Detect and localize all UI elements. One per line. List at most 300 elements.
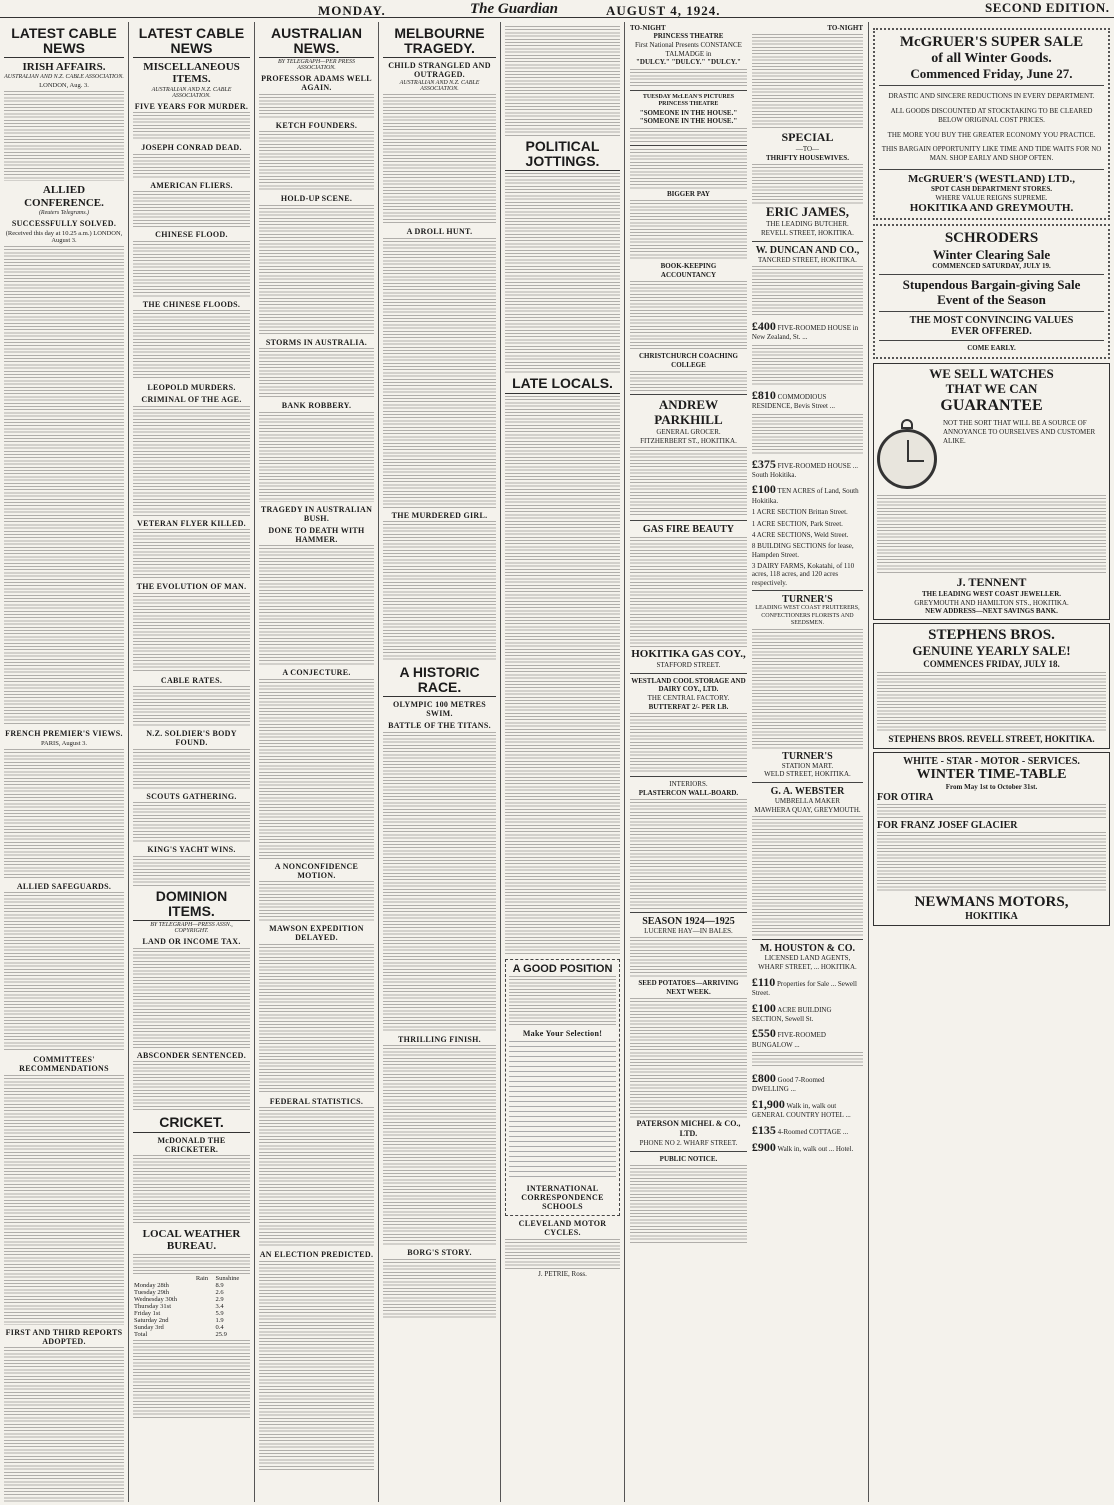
ad-text xyxy=(752,345,863,385)
ad-text xyxy=(877,804,1106,818)
subheading: ABSCONDER SENTENCED. xyxy=(136,1050,247,1060)
subheading: STORMS IN AUSTRALIA. xyxy=(265,337,368,347)
column-heading: MELBOURNE TRAGEDY. xyxy=(383,24,496,58)
stephens-name: STEPHENS BROS. xyxy=(928,627,1055,644)
accountancy: ACCOUNTANCY xyxy=(660,270,716,279)
weather-row xyxy=(133,1303,250,1310)
schroders-line1: Stupendous Bargain-giving Sale xyxy=(902,277,1081,293)
subheading: JOSEPH CONRAD DEAD. xyxy=(141,143,242,153)
agency-line: AUSTRALIAN AND N.Z. CABLE ASSOCIATION. xyxy=(4,74,124,81)
subheading: BANK ROBBERY. xyxy=(281,401,352,411)
article-text xyxy=(133,112,250,140)
mcgruer-body2: ALL GOODS DISCOUNTED AT STOCKTAKING TO BE CLEARED BELOW ORIGINAL COST PRICES. xyxy=(890,107,1093,124)
pictures-show: "SOMEONE IN THE HOUSE." "SOMEONE IN THE HOUSE." xyxy=(639,108,738,126)
article-text xyxy=(259,944,374,1094)
masthead-date: AUGUST 4, 1924. xyxy=(606,3,721,18)
listing-text: Properties for Sale ... Sewell Street. xyxy=(751,979,857,998)
listing xyxy=(752,1097,863,1120)
weather-rain xyxy=(195,1303,215,1310)
weather-sun: 1.9 xyxy=(215,1317,224,1325)
subheading: TRAGEDY IN AUSTRALIAN BUSH. xyxy=(260,504,373,523)
schroders-date: COMMENCED SATURDAY, JULY 19. xyxy=(932,262,1051,271)
theatre-show: "DULCY." "DULCY." "DULCY." xyxy=(636,58,741,67)
subheading: CHILD STRANGLED AND OUTRAGED. xyxy=(388,61,491,80)
weather-day: Saturday 2nd xyxy=(134,1317,169,1325)
tennent-address: GREYMOUTH AND HAMILTON STS., HOKITIKA. xyxy=(914,598,1069,607)
tennent-name: J. TENNENT xyxy=(956,575,1027,590)
theatre-banner xyxy=(630,24,747,32)
article-text xyxy=(133,1340,250,1420)
article-text xyxy=(505,173,620,373)
winter-timetable: WINTER TIME-TABLE xyxy=(916,766,1067,782)
stephens-footer: STEPHENS BROS. REVELL STREET, HOKITIKA. xyxy=(888,733,1095,744)
ad-text xyxy=(630,281,747,351)
subheading: FRENCH PREMIER'S VIEWS. xyxy=(5,728,123,738)
article-text xyxy=(133,593,250,673)
watches-line1: WE SELL WATCHES xyxy=(929,365,1054,381)
mcgruer-line2: of all Winter Goods. xyxy=(931,51,1052,67)
dateline: (Received this day at 10.25 a.m.) LONDON, August 3. xyxy=(5,229,123,244)
article-text xyxy=(133,749,250,789)
article-text xyxy=(4,246,124,726)
ad-text xyxy=(630,1165,747,1245)
dateline: LONDON, Aug. 3. xyxy=(39,82,89,90)
paterson-address: PHONE NO 2. WHARF STREET. xyxy=(639,1139,738,1148)
correspondence-coupon xyxy=(505,959,620,1217)
subheading: SUCCESSFULLY SOLVED. xyxy=(11,218,117,228)
ad-text xyxy=(630,998,747,1118)
subheading: LEOPOLD MURDERS. xyxy=(147,383,236,393)
subheading: FEDERAL STATISTICS. xyxy=(269,1096,364,1106)
ads-right xyxy=(752,24,863,1502)
weather-sun: 5.9 xyxy=(215,1310,224,1318)
article-text xyxy=(259,1261,374,1471)
weather-day: Thursday 31st xyxy=(134,1303,172,1311)
ad-text xyxy=(752,266,863,316)
listing-text: Walk in, walk out GENERAL COUNTRY HOTEL ... xyxy=(751,1101,851,1120)
weather-row xyxy=(133,1324,250,1331)
glacier-heading: FOR FRANZ JOSEF GLACIER xyxy=(877,819,1018,831)
mcgruer-ltd: McGRUER'S (WESTLAND) LTD., xyxy=(907,172,1076,185)
theatre-tonight-right: TO-NIGHT xyxy=(827,24,863,32)
turner-mart: STATION MART. xyxy=(781,761,834,770)
pocket-watch-icon xyxy=(877,419,937,493)
theatre-banner-right xyxy=(752,24,863,32)
section-listing: 8 BUILDING SECTIONS for lease, Hampden Street. xyxy=(751,542,854,559)
thrifty-housewives: THRIFTY HOUSEWIVES. xyxy=(765,153,849,162)
listing-text: TEN ACRES of Land, South Hokitika. xyxy=(751,487,859,505)
subheading: KING'S YACHT WINS. xyxy=(147,845,236,855)
weather-day: Wednesday 30th xyxy=(134,1296,177,1304)
weather-rain xyxy=(195,1324,215,1331)
article-text xyxy=(383,94,496,224)
gas-company: HOKITIKA GAS COY., xyxy=(631,648,746,661)
listing xyxy=(752,1071,863,1094)
subheading: A CONJECTURE. xyxy=(282,668,351,678)
column-miscellaneous xyxy=(128,22,254,1502)
watches-line2: THAT WE CAN xyxy=(945,380,1038,396)
weather-sun: 25.9 xyxy=(215,1331,227,1339)
article-text xyxy=(259,881,374,921)
schroders-sale: Winter Clearing Sale xyxy=(932,246,1051,262)
article-text xyxy=(133,1254,250,1274)
subheading: AN ELECTION PREDICTED. xyxy=(259,1250,374,1260)
article-text xyxy=(4,91,124,181)
listing-text: FIVE-ROOMED BUNGALOW ... xyxy=(751,1031,826,1049)
coupon-footer: INTERNATIONAL CORRESPONDENCE SCHOOLS xyxy=(521,1184,604,1212)
coupon-subheading: Make Your Selection! xyxy=(522,1029,603,1039)
ad-text xyxy=(752,1052,863,1068)
stephens-ad xyxy=(873,623,1110,749)
weather-rain xyxy=(195,1289,215,1296)
cycle-ad-agent: J. PETRIE, Ross. xyxy=(538,1270,587,1279)
listing-price: £800 xyxy=(751,1071,776,1086)
article-text xyxy=(133,406,250,516)
eric-james: ERIC JAMES, xyxy=(765,204,849,220)
ad-text xyxy=(630,371,747,391)
newmans-location: HOKITIKA xyxy=(965,910,1018,922)
ad-text xyxy=(630,447,747,517)
coupon-text xyxy=(509,976,616,1026)
column-heading: LATEST CABLE NEWS xyxy=(4,24,124,58)
article-text xyxy=(133,856,250,886)
subheading: THE MURDERED GIRL. xyxy=(391,510,488,520)
weather-day: Friday 1st xyxy=(134,1310,161,1318)
special-to: —TO— xyxy=(795,144,820,153)
subheading: A DROLL HUNT. xyxy=(406,227,473,237)
subheading: FIVE YEARS FOR MURDER. xyxy=(134,101,249,111)
subheading: N.Z. SOLDIER'S BODY FOUND. xyxy=(146,729,237,748)
ad-text xyxy=(752,164,863,204)
listing-text: ACRE BUILDING SECTION, Sewell St. xyxy=(751,1005,832,1023)
otira-heading: FOR OTIRA xyxy=(877,791,934,803)
ad-text xyxy=(630,128,747,142)
weather-sun: 3.4 xyxy=(215,1303,224,1311)
listing-price: £900 xyxy=(751,1140,776,1155)
weather-total-label: Total xyxy=(134,1331,148,1339)
turner-box: TURNER'S xyxy=(782,750,833,762)
subheading: CHINESE FLOOD. xyxy=(155,230,228,240)
coupon-title: A GOOD POSITION xyxy=(512,962,613,975)
mcgruer-body3: THE MORE YOU BUY THE GREATER ECONOMY YOU PRACTICE. xyxy=(887,130,1096,139)
agency-line: (Reuters Telegrams.) xyxy=(38,209,90,216)
subheading: FIRST AND THIRD REPORTS ADOPTED. xyxy=(5,1327,123,1346)
subheading: BATTLE OF THE TITANS. xyxy=(388,721,491,731)
article-text xyxy=(133,241,250,297)
schroders-line4: EVER OFFERED. xyxy=(951,326,1032,338)
listing-price: £375 xyxy=(751,456,776,471)
turner-sub: LEADING WEST COAST FRUITERERS, CONFECTIONERS FLORISTS AND SEEDSMEN. xyxy=(755,605,860,627)
article-text xyxy=(4,1075,124,1325)
section-heading-locals: LATE LOCALS. xyxy=(505,374,620,394)
dateline: PARIS, August 3. xyxy=(41,739,87,747)
article-text xyxy=(259,1107,374,1247)
mcgruer-ltd-location: HOKITIKA AND GREYMOUTH. xyxy=(909,202,1074,215)
article-text xyxy=(133,948,250,1048)
section-heading-cricket: CRICKET. xyxy=(133,1113,250,1133)
westland-storage: WESTLAND COOL STORAGE AND DAIRY COY., LTD. xyxy=(631,676,746,694)
listing xyxy=(752,1026,863,1049)
interiors-heading: INTERIORS. xyxy=(669,780,708,789)
masthead-paper-title: The Guardian xyxy=(470,1,558,17)
eric-sub: THE LEADING BUTCHER. xyxy=(766,220,849,229)
listing-text: FIVE-ROOMED HOUSE ... South Hokitika. xyxy=(751,461,858,479)
article-text xyxy=(383,238,496,508)
article-text xyxy=(383,1259,496,1319)
subheading: SCOUTS GATHERING. xyxy=(146,791,237,801)
section-heading: ALLIED CONFERENCE. xyxy=(24,184,104,209)
tennent-address2: NEW ADDRESS—NEXT SAVINGS BANK. xyxy=(925,607,1058,616)
weather-row xyxy=(133,1282,250,1289)
special-heading: SPECIAL xyxy=(781,130,834,144)
subheading: KETCH FOUNDERS. xyxy=(275,120,358,130)
subheading: VETERAN FLYER KILLED. xyxy=(137,518,246,528)
section-heading: IRISH AFFAIRS. xyxy=(22,61,106,74)
column-irish-allied xyxy=(0,22,128,1502)
gas-fire-heading: GAS FIRE BEAUTY xyxy=(642,524,735,536)
tennent-sub: THE LEADING WEST COAST JEWELLER. xyxy=(921,589,1062,598)
white-star-ad xyxy=(873,752,1110,926)
article-text xyxy=(259,412,374,502)
subheading: CRIMINAL OF THE AGE. xyxy=(141,395,242,405)
listing xyxy=(752,457,863,480)
agency-line: BY TELEGRAPH—PER PRESS ASSOCIATION. xyxy=(278,59,355,72)
column-political xyxy=(500,22,624,1502)
section-heading: MISCELLANEOUS ITEMS. xyxy=(143,61,240,86)
houston-sub: LICENSED LAND AGENTS, xyxy=(764,954,851,963)
article-text xyxy=(259,348,374,398)
schroders-line2: Event of the Season xyxy=(937,292,1046,308)
listing-price: £135 xyxy=(751,1122,776,1137)
weather-col-rain: Rain xyxy=(195,1275,209,1283)
listing-text: FIVE-ROOMED HOUSE in New Zealand, St. ... xyxy=(751,323,859,342)
subheading: THE CHINESE FLOODS. xyxy=(142,299,241,309)
article-text xyxy=(259,679,374,859)
subheading: PROFESSOR ADAMS WELL AGAIN. xyxy=(261,74,372,93)
article-text xyxy=(133,529,250,579)
subheading: LAND OR INCOME TAX. xyxy=(142,937,241,947)
article-text xyxy=(133,154,250,178)
section-listing: 4 ACRE SECTIONS, Weld Street. xyxy=(751,530,849,539)
listing xyxy=(752,1123,863,1137)
article-text xyxy=(133,191,250,227)
article-text xyxy=(259,205,374,335)
mcgruer-body4: THIS BARGAIN OPPORTUNITY LIKE TIME AND TIDE WAITS FOR NO MAN. SHOP EARLY AND SHOP OFTEN. xyxy=(881,145,1102,163)
mcgruer-title: McGRUER'S SUPER SALE xyxy=(899,34,1084,50)
article-text xyxy=(505,26,620,136)
houston-address: WHARF STREET, ... HOKITIKA. xyxy=(758,962,857,971)
weather-day: Sunday 3rd xyxy=(134,1324,164,1332)
weather-rain xyxy=(195,1310,215,1317)
section-heading-race: A HISTORIC RACE. xyxy=(383,663,496,697)
article-text xyxy=(133,686,250,726)
article-text xyxy=(133,802,250,842)
webster-name: G. A. WEBSTER xyxy=(770,786,845,798)
season-heading: SEASON 1924—1925 xyxy=(642,916,735,928)
weather-row xyxy=(133,1289,250,1296)
listing-price: £810 xyxy=(751,387,776,402)
ad-text xyxy=(752,414,863,454)
section-listing: 3 DAIRY FARMS, Kokatahi, of 110 acres, 118 acres, and 120 acres respectively. xyxy=(751,562,855,587)
subheading: COMMITTEES' RECOMMENDATIONS xyxy=(19,1055,109,1074)
theatre-presents: First National Presents CONSTANCE TALMADGE in xyxy=(634,40,742,58)
article-text xyxy=(505,1239,620,1269)
article-text xyxy=(383,1045,496,1245)
listing xyxy=(752,975,863,998)
watches-ad xyxy=(873,363,1110,620)
ad-text xyxy=(752,629,863,749)
listing-price: £400 xyxy=(751,318,776,333)
listing-text: Good 7-Roomed DWELLING ... xyxy=(751,1076,825,1094)
listing-price: £110 xyxy=(751,974,776,989)
weather-total-row xyxy=(133,1331,250,1338)
weather-header-row xyxy=(133,1275,250,1282)
subheading: OLYMPIC 100 METRES SWIM. xyxy=(392,700,487,719)
listing-text: 4-Roomed COTTAGE ... xyxy=(777,1127,849,1136)
listing xyxy=(752,388,863,411)
article-text xyxy=(4,1347,124,1502)
section-heading-dominion: DOMINION ITEMS. xyxy=(133,887,250,921)
ad-text xyxy=(630,713,747,773)
ad-text xyxy=(630,149,747,189)
weather-sun: 2.6 xyxy=(215,1289,224,1297)
winter-dates: From May 1st to October 31st. xyxy=(945,782,1038,791)
subheading: AMERICAN FLIERS. xyxy=(150,180,233,190)
plastercon: PLASTERCON WALL-BOARD. xyxy=(638,788,739,797)
agency-line: AUSTRALIAN AND N.Z. CABLE ASSOCIATION. xyxy=(151,86,232,99)
agency-line: AUSTRALIAN AND N.Z. CABLE ASSOCIATION. xyxy=(399,80,480,93)
listing-price: £100 xyxy=(751,1000,776,1015)
ad-text xyxy=(630,937,747,977)
parkhill-name: ANDREW PARKHILL xyxy=(654,397,723,428)
article-text xyxy=(133,1155,250,1225)
ad-text xyxy=(630,537,747,647)
subheading: CABLE RATES. xyxy=(160,675,223,685)
article-text xyxy=(4,892,124,1052)
webster-sub: UMBRELLA MAKER xyxy=(774,797,841,806)
public-notice: PUBLIC NOTICE. xyxy=(659,1155,718,1164)
listing-price: £550 xyxy=(751,1026,776,1041)
weather-row xyxy=(133,1310,250,1317)
weather-sun: 0.4 xyxy=(215,1324,224,1332)
newmans-name: NEWMANS MOTORS, xyxy=(914,893,1069,910)
subheading: THE EVOLUTION OF MAN. xyxy=(136,582,247,592)
weather-heading: LOCAL WEATHER BUREAU. xyxy=(142,1228,241,1253)
column-melbourne-tragedy xyxy=(378,22,500,1502)
houston-name: M. HOUSTON & CO. xyxy=(759,943,856,955)
masthead-day: MONDAY. xyxy=(318,3,386,18)
bookkeeping: BOOK-KEEPING xyxy=(660,261,717,270)
mcgruer-super-sale-ad xyxy=(873,28,1110,220)
listing xyxy=(752,1001,863,1024)
column-heading: POLITICAL JOTTINGS. xyxy=(505,137,620,171)
watches-body: NOT THE SORT THAT WILL BE A SOURCE OF ANNOYANCE TO OURSELVES AND CUSTOMER ALIKE. xyxy=(943,419,1096,445)
ad-text xyxy=(877,495,1106,575)
schroders-ad xyxy=(873,224,1110,359)
schroders-name: SCHRODERS xyxy=(944,230,1039,247)
weather-row xyxy=(133,1317,250,1324)
agency-line: BY TELEGRAPH—PRESS ASSN., COPYRIGHT. xyxy=(150,922,233,935)
weather-sun: 2.9 xyxy=(215,1296,224,1304)
lucerne-hay: LUCERNE HAY—IN BALES. xyxy=(644,927,733,936)
turner-name: TURNER'S xyxy=(782,594,833,606)
watches-line3: GUARANTEE xyxy=(940,396,1043,414)
paterson-michel: PATERSON MICHEL & CO., LTD. xyxy=(636,1119,741,1139)
pictures-line: TUESDAY McLEAN'S PICTURES PRINCESS THEATRE xyxy=(642,93,735,107)
subheading: A NONCONFIDENCE MOTION. xyxy=(274,861,359,880)
article-text xyxy=(505,396,620,956)
listing-text: COMMODIOUS RESIDENCE, Bevis Street ... xyxy=(751,392,835,411)
schroders-line5: COME EARLY. xyxy=(967,344,1016,353)
weather-rain xyxy=(195,1282,215,1289)
duncan-address: TANCRED STREET, HOKITIKA. xyxy=(758,255,857,264)
masthead-edition: SECOND EDITION. xyxy=(985,0,1110,15)
theatre-tonight-left: TO-NIGHT xyxy=(630,24,666,32)
central-factory: THE CENTRAL FACTORY. xyxy=(647,694,730,703)
ad-text xyxy=(877,832,1106,892)
subheading: HOLD-UP SCENE. xyxy=(280,194,353,204)
gas-address: STAFFORD STREET. xyxy=(656,660,721,669)
webster-address: MAWHERA QUAY, GREYMOUTH. xyxy=(754,805,861,814)
ad-text xyxy=(752,34,863,130)
coupon-form-lines[interactable] xyxy=(509,1041,616,1181)
ad-text xyxy=(752,816,863,936)
column-australian-news xyxy=(254,22,378,1502)
column-advertisements xyxy=(624,22,868,1502)
article-text xyxy=(259,131,374,191)
section-listing: 1 ACRE SECTION Brittan Street. xyxy=(751,508,848,517)
listing xyxy=(752,1140,863,1154)
bigger-pay: BIGGER PAY xyxy=(666,190,710,198)
schroders-line3: THE MOST CONVINCING VALUES xyxy=(909,315,1074,327)
listing-text: Walk in, walk out ... Hotel. xyxy=(777,1145,854,1154)
column-heading: LATEST CABLE NEWS xyxy=(133,24,250,58)
mcgruer-line3: Commenced Friday, June 27. xyxy=(910,66,1073,82)
stephens-sale: GENUINE YEARLY SALE! xyxy=(912,643,1071,659)
theatre-name: PRINCESS THEATRE xyxy=(653,32,724,40)
weather-day: Monday 28th xyxy=(134,1282,169,1290)
weather-sun: 8.9 xyxy=(215,1282,224,1290)
listing xyxy=(752,319,863,342)
column-display-ads xyxy=(868,22,1114,1502)
duncan-name: W. DUNCAN AND CO., xyxy=(755,244,860,256)
ads-left xyxy=(630,24,747,1502)
article-text xyxy=(259,94,374,118)
weather-rain xyxy=(195,1317,215,1324)
article-text xyxy=(133,1061,250,1111)
weather-table xyxy=(133,1275,250,1338)
seed-potatoes: SEED POTATOES—ARRIVING NEXT WEEK. xyxy=(638,978,739,996)
weather-rain xyxy=(195,1296,215,1303)
masthead xyxy=(0,0,1114,18)
mcgruer-ltd-sub2: WHERE VALUE REIGNS SUPREME. xyxy=(935,193,1048,202)
weather-day: Tuesday 29th xyxy=(134,1289,169,1297)
ad-text xyxy=(630,69,747,87)
turner-address: WELD STREET, HOKITIKA. xyxy=(764,770,851,779)
column-heading: AUSTRALIAN NEWS. xyxy=(259,24,374,58)
subheading: McDONALD THE CRICKETER. xyxy=(157,1135,226,1154)
subheading: DONE TO DEATH WITH HAMMER. xyxy=(268,525,365,544)
subheading: MAWSON EXPEDITION DELAYED. xyxy=(269,924,364,943)
listing-price: £100 xyxy=(751,482,776,497)
college-name: CHRISTCHURCH COACHING COLLEGE xyxy=(638,352,738,369)
subheading: THRILLING FINISH. xyxy=(398,1034,481,1044)
subheading: ALLIED SAFEGUARDS. xyxy=(16,881,112,891)
butterfat-price: BUTTERFAT 2/- PER LB. xyxy=(648,702,729,711)
ad-text xyxy=(630,799,747,909)
cycle-ad-title: CLEVELAND MOTOR CYCLES. xyxy=(518,1219,607,1238)
subheading: BORG'S STORY. xyxy=(407,1248,472,1258)
